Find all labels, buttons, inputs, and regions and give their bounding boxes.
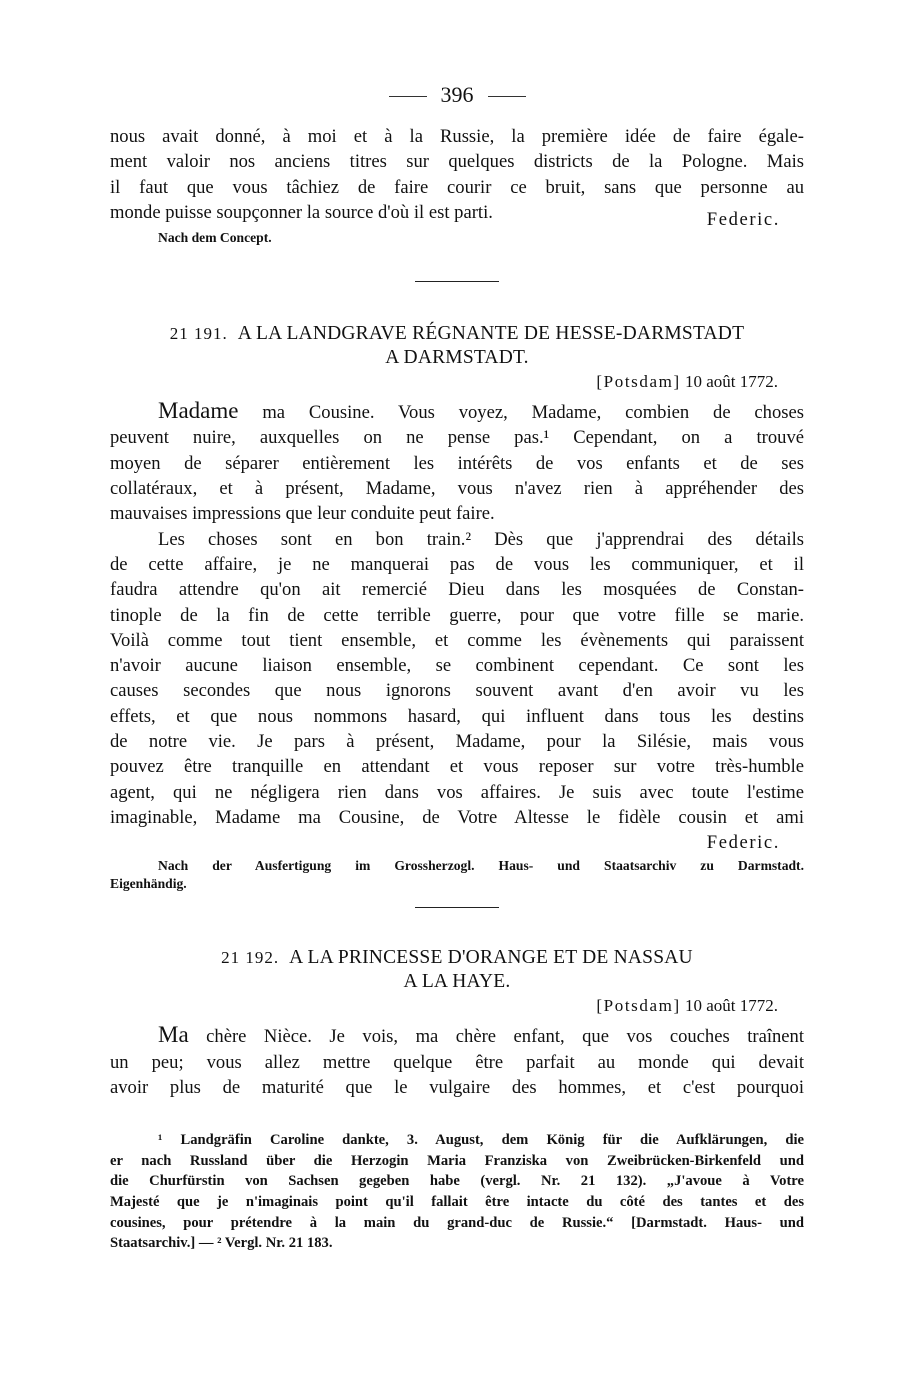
letter-number: 21 192. [221,948,280,968]
text-line: un peu; vous allez mettre quelque être parfait au monde qui devait [110,1051,804,1073]
continuation-text [110,124,804,225]
footnote-line: Staatsarchiv.] — ² Vergl. Nr. 21 183. [110,1235,333,1252]
text-line: pouvez être tranquille en attendant et vous reposer sur votre très-humble [110,756,804,778]
letter-heading [110,322,804,370]
text-line: nous avait donné, à moi et à la Russie, la première idée de faire égale- [110,126,804,147]
text-line: de notre vie. Je pars à présent, Madame, pour la Silésie, mais vous [110,731,804,753]
footnote-line: Majesté que je n'imaginais point qu'il fallait être intacte du côté des tantes et des [110,1193,804,1210]
dash-right [488,96,526,97]
source-note: Nach dem Concept. [158,230,272,246]
text-line: effets, et que nous nommons hasard, qui influent dans tous les destins [110,705,804,727]
place: [Potsdam] [596,996,681,1016]
text-line: faudra attendre qu'on ait remercié Dieu dans les mosquées de Constan- [110,579,804,601]
text-line: Ma chère Nièce. Je vois, ma chère enfant, que vos couches traînent [158,1022,804,1048]
text-line: mauvaises impressions que leur conduite peut faire. [110,503,495,525]
footnote-line: ¹ Landgräfin Caroline dankte, 3. August, dem König für die Aufklärungen, die [158,1132,804,1149]
page-number-line [110,80,804,110]
text-line: n'avoir aucune liaison ensemble, se combinent cependant. Ce sont les [110,655,804,677]
salutation: Ma [158,1022,189,1048]
date: 10 août 1772. [684,996,778,1016]
heading-line: A LA PRINCESSE D'ORANGE ET DE NASSAU [289,947,693,969]
source-note: Nach der Ausfertigung im Grossherzogl. Haus- und Staatsarchiv zu Darmstadt. Eigenhändig. [110,858,804,892]
heading-line: A LA LANDGRAVE RÉGNANTE DE HESSE-DARMSTADT [237,323,745,345]
text-line: peuvent nuire, auxquelles on ne pense pas.¹ Cependant, on a trouvé [110,427,804,449]
document-page [110,80,804,1254]
signature: Federic. [706,209,780,231]
footnote-line: die Churfürstin von Sachsen gegeben habe (vergl. Nr. 21 132). „J'avoue à Votre [110,1173,804,1190]
letter-body [110,1022,804,1100]
letter-number: 21 191. [169,324,228,344]
text-line: collatéraux, et à présent, Madame, vous n'avez rien à appréhender des [110,478,804,500]
text-line: avoir plus de maturité que le vulgaire des hommes, et c'est pourquoi [110,1076,804,1098]
heading-line: A DARMSTADT. [385,347,529,369]
text-line: tinople de la fin de cette terrible guerre, pour que votre fille se marie. [110,604,804,626]
letter-date [110,994,804,1018]
footnote-line: er nach Russland über die Herzogin Maria Franziska von Zweibrücken-Birkenfeld und [110,1152,804,1169]
date: 10 août 1772. [684,372,778,392]
text-line: il faut que vous tâchiez de faire courir ce bruit, sans que personne au [110,176,804,198]
text-line: causes secondes que nous ignorons souvent avant d'en avoir vu les [110,680,804,702]
letter-heading [110,946,804,994]
text-line: Les choses sont en bon train.² Dès que j'apprendrai des détails [158,528,804,550]
heading-line: A LA HAYE. [403,971,511,993]
text-line: Madame ma Cousine. Vous voyez, Madame, combien de choses [158,398,804,424]
signature: Federic. [706,832,780,854]
salutation: Madame [158,398,239,424]
text-line: ment valoir nos anciens titres sur quelques districts de la Pologne. Mais [110,151,804,173]
letter-date [110,370,804,394]
text-line: de cette affaire, je ne manquerai pas de vous les communiquer, et il [110,553,804,575]
footnotes [110,1130,804,1254]
text-line: monde puisse soupçonner la source d'où il est parti. [110,201,493,223]
page-number: 396 [440,82,474,107]
text-line: moyen de séparer entièrement les intérêts de vos enfants et de ses [110,452,804,474]
dash-left [389,96,427,97]
text-line: Voilà comme tout tient ensemble, et comme les évènements qui paraissent [110,629,804,651]
footnote-line: cousines, pour prétendre à la main du grand-duc de Russie.“ [Darmstadt. Haus- und [110,1214,804,1231]
text-line: imaginable, Madame ma Cousine, de Votre Altesse le fidèle cousin et ami [110,806,804,828]
place: [Potsdam] [596,372,681,392]
letter-body [110,398,804,830]
text-line: agent, qui ne négligera rien dans vos affaires. Je suis avec toute l'estime [110,781,804,803]
